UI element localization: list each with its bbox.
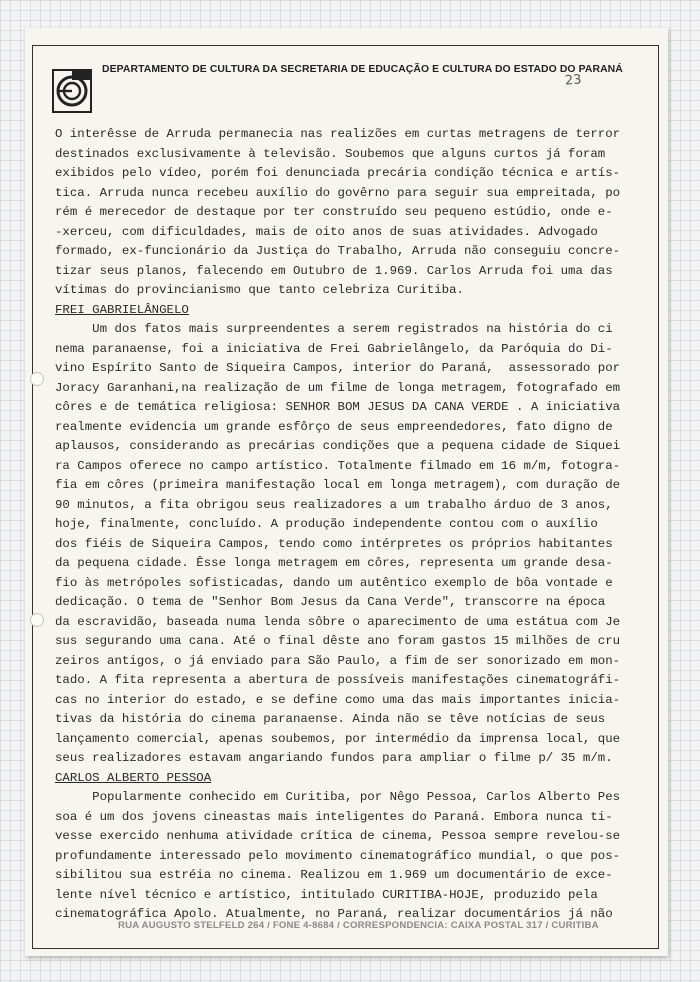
text-line: realmente evidencia um grande esfôrço de seus empreendedores, fato digno de <box>55 419 613 434</box>
handwritten-page-number: 23 <box>564 72 583 89</box>
department-header-title: DEPARTAMENTO DE CULTURA DA SECRETARIA DE EDUCAÇÃO E CULTURA DO ESTADO DO PARANÁ <box>102 64 623 75</box>
text-line: vino Espírito Santo de Siqueira Campos, interior do Paraná, assessorado por <box>55 361 621 375</box>
punch-hole <box>30 372 44 386</box>
text-line: Um dos fatos mais surpreendentes a serem registrados na história do ci <box>55 322 613 336</box>
text-line: ra Campos oferece no campo artístico. Totalmente filmado em 16 m/m, fotogra- <box>55 458 621 473</box>
text-line: dedicação. O tema de "Senhor Bom Jesus da Cana Verde", transcorre na época <box>55 595 606 609</box>
text-line: cas no interior do estado, e se define como uma das mais importantes inicia- <box>55 692 621 707</box>
typed-body-text <box>55 125 655 925</box>
text-line: tado. A fita representa a abertura de possíveis manifestações cinematográfi- <box>55 673 621 687</box>
text-line: nema paranaense, foi a iniciativa de Frei Gabrielângelo, da Paróquia do Di- <box>55 341 613 356</box>
footer-address: RUA AUGUSTO STELFELD 264 / FONE 4-8684 / CORRESPONDENCIA: CAIXA POSTAL 317 / CURITIBA <box>118 920 599 931</box>
text-line: dos fiéis de Siqueira Campos, tendo como intérpretes os próprios habitantes <box>55 536 613 551</box>
text-line: fio às metrópoles sofisticadas, dando um autêntico exemplo de bôa vontade e <box>55 575 613 590</box>
section-heading: CARLOS ALBERTO PESSOA <box>55 770 212 785</box>
text-line: tizar seus planos, falecendo em Outubro de 1.969. Carlos Arruda foi uma das <box>55 263 613 278</box>
text-line: zeiros antigos, o já enviado para São Paulo, a fim de ser sonorizado em mon- <box>55 653 621 668</box>
text-line: hoje, finalmente, concluído. A produção independente contou com o auxílio <box>55 517 598 531</box>
text-line: vesse exercido nenhuma atividade crítica de cinema, Pessoa sempre revelou-se <box>55 829 621 843</box>
text-line: soa é um dos jovens cineastas mais inteligentes do Paraná. Embora nunca ti- <box>55 809 613 824</box>
text-line: sus segurando uma cana. Até o final dêste ano foram gastos 15 milhões de cru <box>55 634 621 648</box>
text-line: vítimas do provincianismo que tanto celebriza Curitiba. <box>55 283 464 297</box>
punch-hole <box>30 613 44 627</box>
text-line: lente nível técnico e artístico, intitulado CURITIBA-HOJE, produzido pela <box>55 887 598 902</box>
text-line: sibilitou sua estréia no cinema. Realizou em 1.969 um documentário de exce- <box>55 868 613 882</box>
text-line: seus realizadores estavam angariando fundos para ampliar o filme p/ 35 m/m. <box>55 751 613 765</box>
department-logo-icon <box>52 69 92 113</box>
text-line: profundamente interessado pelo movimento cinematográfico mundial, o que pos- <box>55 848 621 863</box>
text-line: formado, ex-funcionário da Justiça do Trabalho, Arruda não conseguiu concre- <box>55 244 621 258</box>
text-line: fia em côres (primeira manifestação local em longa metragem), com duração de <box>55 478 621 492</box>
document-page <box>25 28 668 956</box>
section-heading: FREI GABRIELÂNGELO <box>55 302 189 317</box>
text-line: -xerceu, com dificuldades, mais de oito anos de suas atividades. Advogado <box>55 224 598 239</box>
text-line: côres e de temática religiosa: SENHOR BOM JESUS DA CANA VERDE . A iniciativa <box>55 400 621 414</box>
text-line: rém é merecedor de destaque por ter construído seu pequeno estúdio, onde e- <box>55 205 613 219</box>
text-line: tivas da história do cinema paranaense. Ainda não se têve notícias de seus <box>55 712 606 726</box>
text-line: Popularmente conhecido em Curitiba, por Nêgo Pessoa, Carlos Alberto Pes <box>55 790 621 804</box>
text-line: cinematográfica Apolo. Atualmente, no Paraná, realizar documentários já não <box>55 907 613 921</box>
text-line: 90 minutos, a fita obrigou seus realizadores a um trabalho árduo de 3 anos, <box>55 497 613 512</box>
text-line: tica. Arruda nunca recebeu auxílio do govêrno para seguir sua empreitada, po <box>55 185 621 200</box>
text-line: aplausos, considerando as precárias condições que a pequena cidade de Siquei <box>55 439 621 453</box>
text-line: da escravidão, baseada numa lenda sôbre o aparecimento de uma estátua com Je <box>55 614 621 629</box>
text-line: O interêsse de Arruda permanecia nas realizões em curtas metragens de terror <box>55 127 621 141</box>
text-line: da pequena cidade. Êsse longa metragem em côres, representa um grande desa- <box>55 556 613 570</box>
text-line: lançamento comercial, apenas soubemos, por intermédio da imprensa local, que <box>55 731 621 746</box>
text-line: Joracy Garanhani,na realização de um filme de longa metragem, fotografado em <box>55 380 621 395</box>
text-line: destinados exclusivamente à televisão. Soubemos que alguns curtos já foram <box>55 146 606 161</box>
text-line: exibidos pelo vídeo, porém foi denunciada precária condição técnica e artís- <box>55 166 621 180</box>
